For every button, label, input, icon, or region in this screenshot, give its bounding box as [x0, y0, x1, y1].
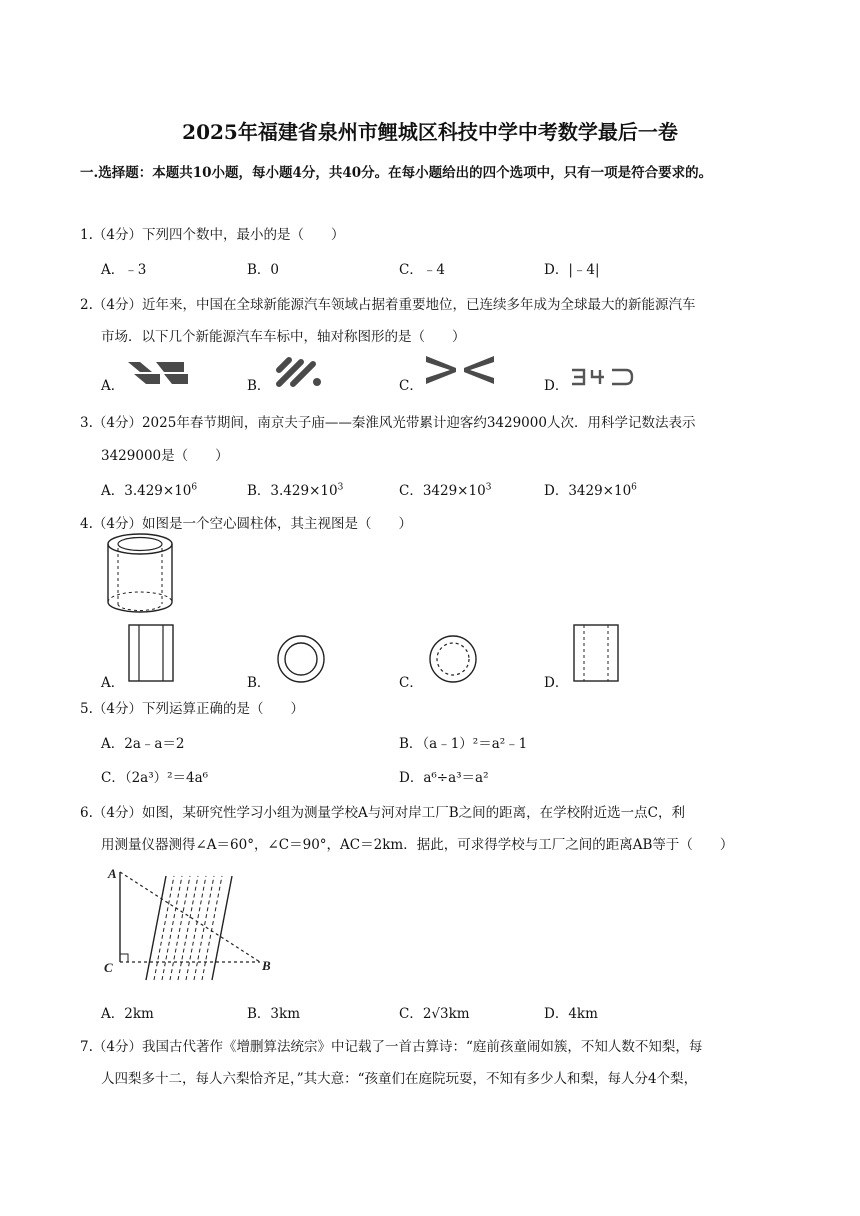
q4-view-a-figure	[128, 624, 174, 682]
q1-option-c: C．﹣4	[399, 262, 445, 278]
question-7-stem-line2: 人四梨多十二，每人六梨恰齐足，”其大意：“孩童们在庭院玩耍，不知有多少人和梨，每人分4个梨，	[101, 1071, 698, 1087]
q1-option-b: B．0	[247, 262, 280, 278]
q6-option-d: D．4km	[544, 1006, 598, 1022]
q5-option-c: C．（2a³）²＝4a⁶	[101, 770, 209, 786]
question-5-stem: 5.（4分）下列运算正确的是（ ）	[80, 701, 304, 717]
q4-view-b-figure	[276, 634, 326, 684]
question-2-stem-line1: 2.（4分）近年来，中国在全球新能源汽车领域占据着重要地位，已连续多年成为全球最大的新能源汽车	[80, 297, 696, 313]
q4-view-c-figure	[428, 634, 478, 684]
q2-option-d: D．	[544, 378, 569, 394]
q5-option-a: A．2a﹣a＝2	[101, 736, 185, 752]
question-6-stem-line2: 用测量仪器测得∠A＝60°，∠C＝90°，AC＝2km．据此，可求得学校与工厂之间的距离AB等于（ ）	[101, 837, 734, 853]
river-triangle-figure	[100, 864, 290, 984]
point-a-label: A	[108, 866, 117, 881]
q5-option-d: D．a⁶÷a³＝a²	[399, 770, 489, 786]
question-2-stem-line2: 市场．以下几个新能源汽车车标中，轴对称图形的是（ ）	[101, 329, 466, 345]
q4-option-b: B．	[247, 675, 271, 691]
hollow-cylinder-figure	[100, 530, 180, 620]
question-4-stem: 4.（4分）如图是一个空心圆柱体，其主视图是（ ）	[80, 516, 412, 532]
q1-option-a: A．﹣3	[101, 262, 147, 278]
q2-option-a: A．	[101, 378, 125, 394]
q3-option-b: B．$3.429\times 10^3$	[247, 482, 344, 499]
section-heading: 一.选择题：本题共10小题，每小题4分，共40分。在每小题给出的四个选项中，只有一项是符合要求的。	[80, 165, 713, 181]
q1-option-d: D．|﹣4|	[544, 262, 600, 278]
car-logo-d-icon	[570, 368, 634, 386]
q4-view-d-figure	[573, 624, 619, 682]
q3-option-a: A．$3.429\times 10^6$	[101, 482, 198, 499]
q4-option-c: C．	[399, 675, 423, 691]
q3-option-d: D．$3429\times 10^6$	[544, 482, 637, 499]
q2-option-c: C．	[399, 378, 423, 394]
q3-option-c: C．$3429\times 10^3$	[399, 482, 492, 499]
q4-option-d: D．	[544, 675, 569, 691]
car-logo-b-icon	[273, 356, 325, 388]
page-title: 2025年福建省泉州市鲤城区科技中学中考数学最后一卷	[182, 120, 678, 144]
q2-option-b: B．	[247, 378, 271, 394]
question-6-stem-line1: 6.（4分）如图，某研究性学习小组为测量学校A与河对岸工厂B之间的距离，在学校附近选一点C，利	[80, 805, 685, 821]
question-7-stem-line1: 7.（4分）我国古代著作《增删算法统宗》中记载了一首古算诗：“庭前孩童闹如簇，不知人数不知梨，每	[80, 1039, 703, 1055]
q5-option-b: B．（a﹣1）²＝a²﹣1	[399, 736, 528, 752]
question-3-stem-line2: 3429000是（ ）	[101, 448, 229, 464]
q6-option-a: A．2km	[101, 1006, 154, 1022]
question-1-stem: 1.（4分）下列四个数中，最小的是（ ）	[80, 227, 345, 243]
car-logo-a-icon	[126, 360, 192, 386]
car-logo-c-icon	[424, 354, 496, 386]
question-3-stem-line1: 3.（4分）2025年春节期间，南京夫子庙——秦淮风光带累计迎客约3429000人次．用科学记数法表示	[80, 415, 696, 431]
q6-option-b: B．3km	[247, 1006, 300, 1022]
q6-option-c: C．2√3km	[399, 1006, 470, 1022]
point-b-label: B	[262, 958, 271, 973]
point-c-label: C	[104, 960, 113, 975]
q4-option-a: A．	[101, 675, 125, 691]
